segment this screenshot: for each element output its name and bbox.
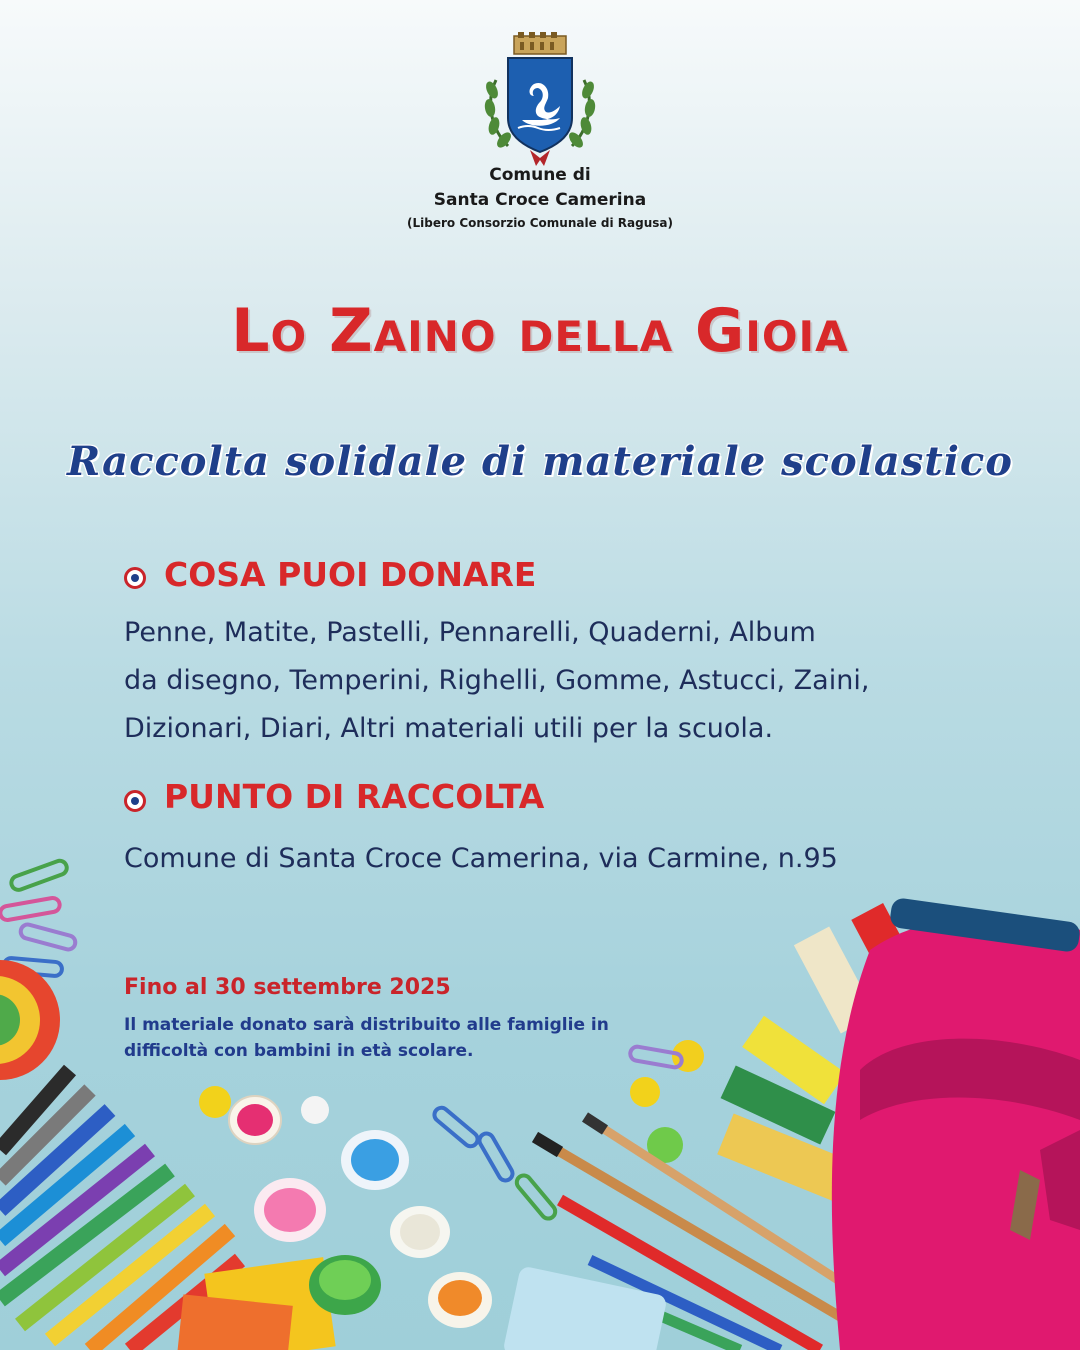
page-subtitle: Raccolta solidale di materiale scolastico [67, 438, 1013, 485]
distribution-note [124, 1012, 744, 1064]
donation-items-line-1: Penne, Matite, Pastelli, Pennarelli, Quaderni, Album [124, 617, 816, 648]
bullet-icon [124, 567, 146, 589]
donation-items-line-2: da disegno, Temperini, Righelli, Gomme, Astucci, Zaini, [124, 665, 870, 696]
collection-address: Comune di Santa Croce Camerina, via Carmine, n.95 [124, 843, 838, 874]
comune-crest-icon [478, 28, 602, 168]
distribution-note-line-1: Il materiale donato sarà distribuito alle famiglie in [124, 1015, 609, 1035]
donation-items-line-3: Dizionari, Diari, Altri materiali utili per la scuola. [124, 713, 774, 744]
deadline-text: Fino al 30 settembre 2025 [124, 975, 451, 1000]
town-name-prefix: Comune di [489, 165, 591, 185]
school-supplies-illustration [0, 820, 1080, 1350]
distribution-note-line-2: difficoltà con bambini in età scolare. [124, 1041, 474, 1061]
town-province: (Libero Consorzio Comunale di Ragusa) [407, 216, 673, 230]
section-heading-collection-point: PUNTO DI RACCOLTA [164, 777, 545, 816]
bullet-icon [124, 790, 146, 812]
section-heading-donations: COSA PUOI DONARE [164, 555, 537, 594]
page-title: Lo Zaino della Gioia [231, 296, 849, 366]
town-name: Santa Croce Camerina [433, 190, 647, 210]
